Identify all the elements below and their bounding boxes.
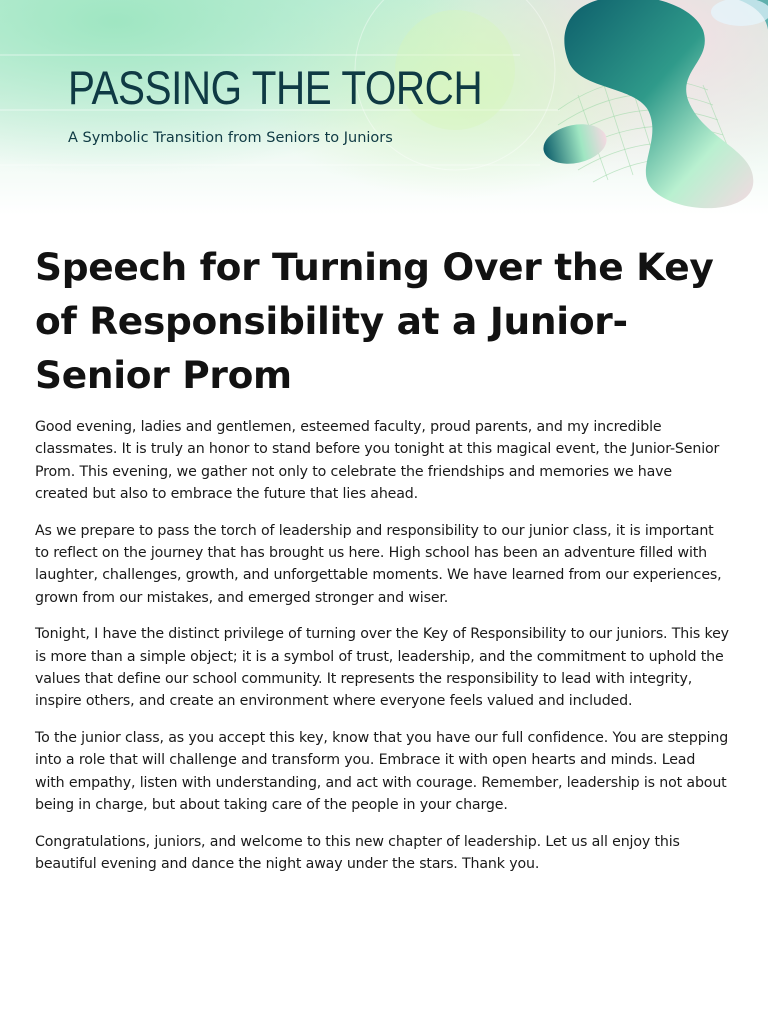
speech-paragraph: Good evening, ladies and gentlemen, esteemed faculty, proud parents, and my incredible classmates. It is truly an honor to stand before you tonight at this magical event, the Junior-Senior Prom. This evening, we gather not only to celebrate the friendships and memories we have created but also to embrace the future that lies ahead. [35,419,720,502]
header-banner [0,0,768,215]
header-title: PASSING THE TORCH [68,61,483,114]
header-subtitle: A Symbolic Transition from Seniors to Juniors [68,130,393,146]
speech-body [35,416,729,890]
speech-paragraph: Tonight, I have the distinct privilege of turning over the Key of Responsibility to our juniors. This key is more than a simple object; it is a symbol of trust, leadership, and the commitment to uphold the values that define our school community. It represents the responsibility to lead with integrity, inspire others, and create an environment where everyone feels valued and included. [35,626,729,710]
abstract-blob-illustration [538,0,768,215]
speech-title: Speech for Turning Over the Key of Responsibility at a Junior-Senior Prom [35,245,714,397]
speech-paragraph: To the junior class, as you accept this key, know that you have our full confidence. You are stepping into a role that will challenge and transform you. Embrace it with open hearts and minds. Lead with empathy, listen with understanding, and act with courage. Remember, leadership is not about being in charge, but about taking care of the people in your charge. [35,730,729,813]
speech-paragraph: As we prepare to pass the torch of leadership and responsibility to our junior class, it is important to reflect on the journey that has brought us here. High school has been an adventure filled with laughter, challenges, growth, and unforgettable moments. We have learned from our experiences, grown from our mistakes, and emerged stronger and wiser. [35,522,722,606]
speech-paragraph: Congratulations, juniors, and welcome to this new chapter of leadership. Let us all enjoy this beautiful evening and dance the night away under the stars. Thank you. [35,833,680,873]
